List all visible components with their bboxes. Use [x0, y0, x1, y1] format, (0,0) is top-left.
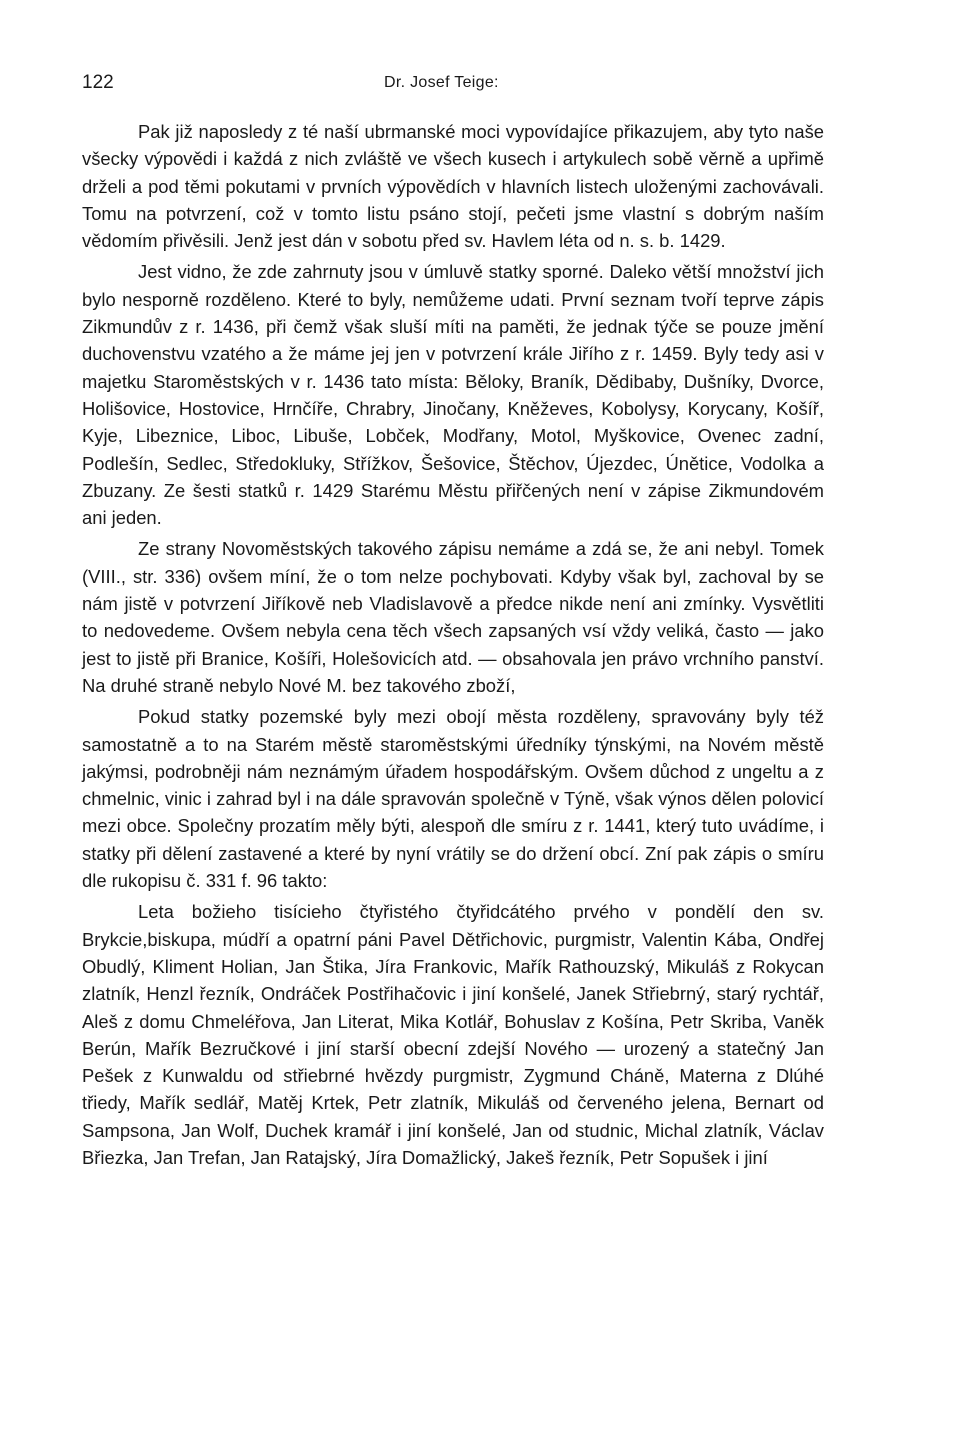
page-number: 122	[82, 72, 114, 93]
paragraph: Jest vidno, že zde zahrnuty jsou v úmluvě statky sporné. Daleko větší množství jich bylo nesporně rozděleno. Které to byly, nemůžeme udati. První seznam tvoří teprve zápis Zikmundův z r. 1436, při čemž však sluší míti na paměti, že jednak týče se pouze jmění duchovenstvu vzatého a že máme jej jen v potvrzení krále Jiřího z r. 1459. Byly tedy asi v majetku Staroměstských v r. 1436 tato místa: Běloky, Braník, Dědibaby, Dušníky, Dvorce, Holišovice, Hostovice, Hrnčíře, Chrabry, Jinočany, Kněževes, Kobolysy, Korycany, Košíř, Kyje, Libeznice, Liboc, Libuše, Lobček, Modřany, Motol, Myškovice, Ovenec zadní, Podlešín, Sedlec, Středokluky, Střížkov, Šešovice, Štěchov, Újezdec, Únětice, Vodolka a Zbuzany. Ze šesti statků r. 1429 Starému Městu přiřčených není v zápise Zikmundovém ani jeden.	[82, 261, 824, 529]
running-title: Dr. Josef Teige:	[384, 74, 499, 91]
paragraph: Leta božieho tisícieho čtyřistého čtyřidcátého prvého v pondělí den sv. Brykcie,biskupa, múdří a opatrní páni Pavel Dětřichovic, purgmistr, Valentin Kába, Ondřej Obudlý, Kliment Holian, Jan Štika, Jíra Frankovic, Mařík Rathouzský, Mikuláš z Rokycan zlatník, Henzl řezník, Ondráček Postřihačovic i jiní konšelé, Janek Střiebrný, starý rychtář, Aleš z domu Chmeléřova, Jan Literat, Mika Kotlář, Bohuslav z Košína, Petr Skriba, Vaněk Berún, Mařík Bezručkové i jiní starší obecní zdejší Nového — urozený a statečný Jan Pešek z Kunwaldu od střiebrné hvězdy purgmistr, Zygmund Cháně, Materna z Dlúhé třiedy, Mařík sedlář, Matěj Krtek, Petr zlatník, Mikuláš od červeného jelena, Bernart od Sampsona, Jan Wolf, Duchek kramář i jiní konšelé, Jan od studnic, Michal zlatník, Václav Břiezka, Jan Trefan, Jan Ratajský, Jíra Domažlický, Jakeš řezník, Petr Sopušek i jiní	[82, 901, 824, 1168]
page-header	[82, 72, 842, 102]
paragraph: Pak již naposledy z té naší ubrmanské moci vypovídajíce přikazujem, aby tyto naše všecky výpovědi i každá z nich zvláště ve všech kusech i artykulech sobě věrně a upřimě drželi a pod těmi pokutami v prvních výpovědích v hlavních listech uloženými zachovávali. Tomu na potvrzení, což v tomto listu psáno stojí, pečeti jsme vlastní s dobrým naším vědomím přivěsili. Jenž jest dán v sobotu před sv. Havlem léta od n. s. b. 1429.	[82, 121, 824, 252]
body-text	[82, 118, 824, 1171]
paragraph: Ze strany Novoměstských takového zápisu nemáme a zdá se, že ani nebyl. Tomek (VIII., str. 336) ovšem míní, že o tom nelze pochybovati. Kdyby však byl, zachoval by se nám jistě v potvrzení Jiříkově neb Vladislavově a předce nikde není ani zmínky. Vysvětliti to nedovedeme. Ovšem nebyla cena těch všech zapsaných vsí vždy veliká, často — jako jest to jistě při Branice, Košíři, Holešovicích atd. — obsahovala jen právo vrchního panství. Na druhé straně nebylo Nové M. bez takového zboží,	[82, 538, 824, 696]
paragraph: Pokud statky pozemské byly mezi obojí města rozděleny, spravovány byly též samostatně a to na Starém městě staroměstskými úředníky týnskými, na Novém městě jakýmsi, podrobněji nám neznámým úřadem hospodářským. Ovšem důchod z ungeltu a z chmelnic, vinic i zahrad byl i na dále spravován společně v Týně, však výnos dělen polovicí mezi obce. Společny prozatím měly býti, alespoň dle smíru z r. 1441, který tuto uvádíme, i statky při dělení zastavené a které by nyní vrátily se do držení obcí. Zní pak zápis o smíru dle rukopisu č. 331 f. 96 takto:	[82, 706, 824, 892]
